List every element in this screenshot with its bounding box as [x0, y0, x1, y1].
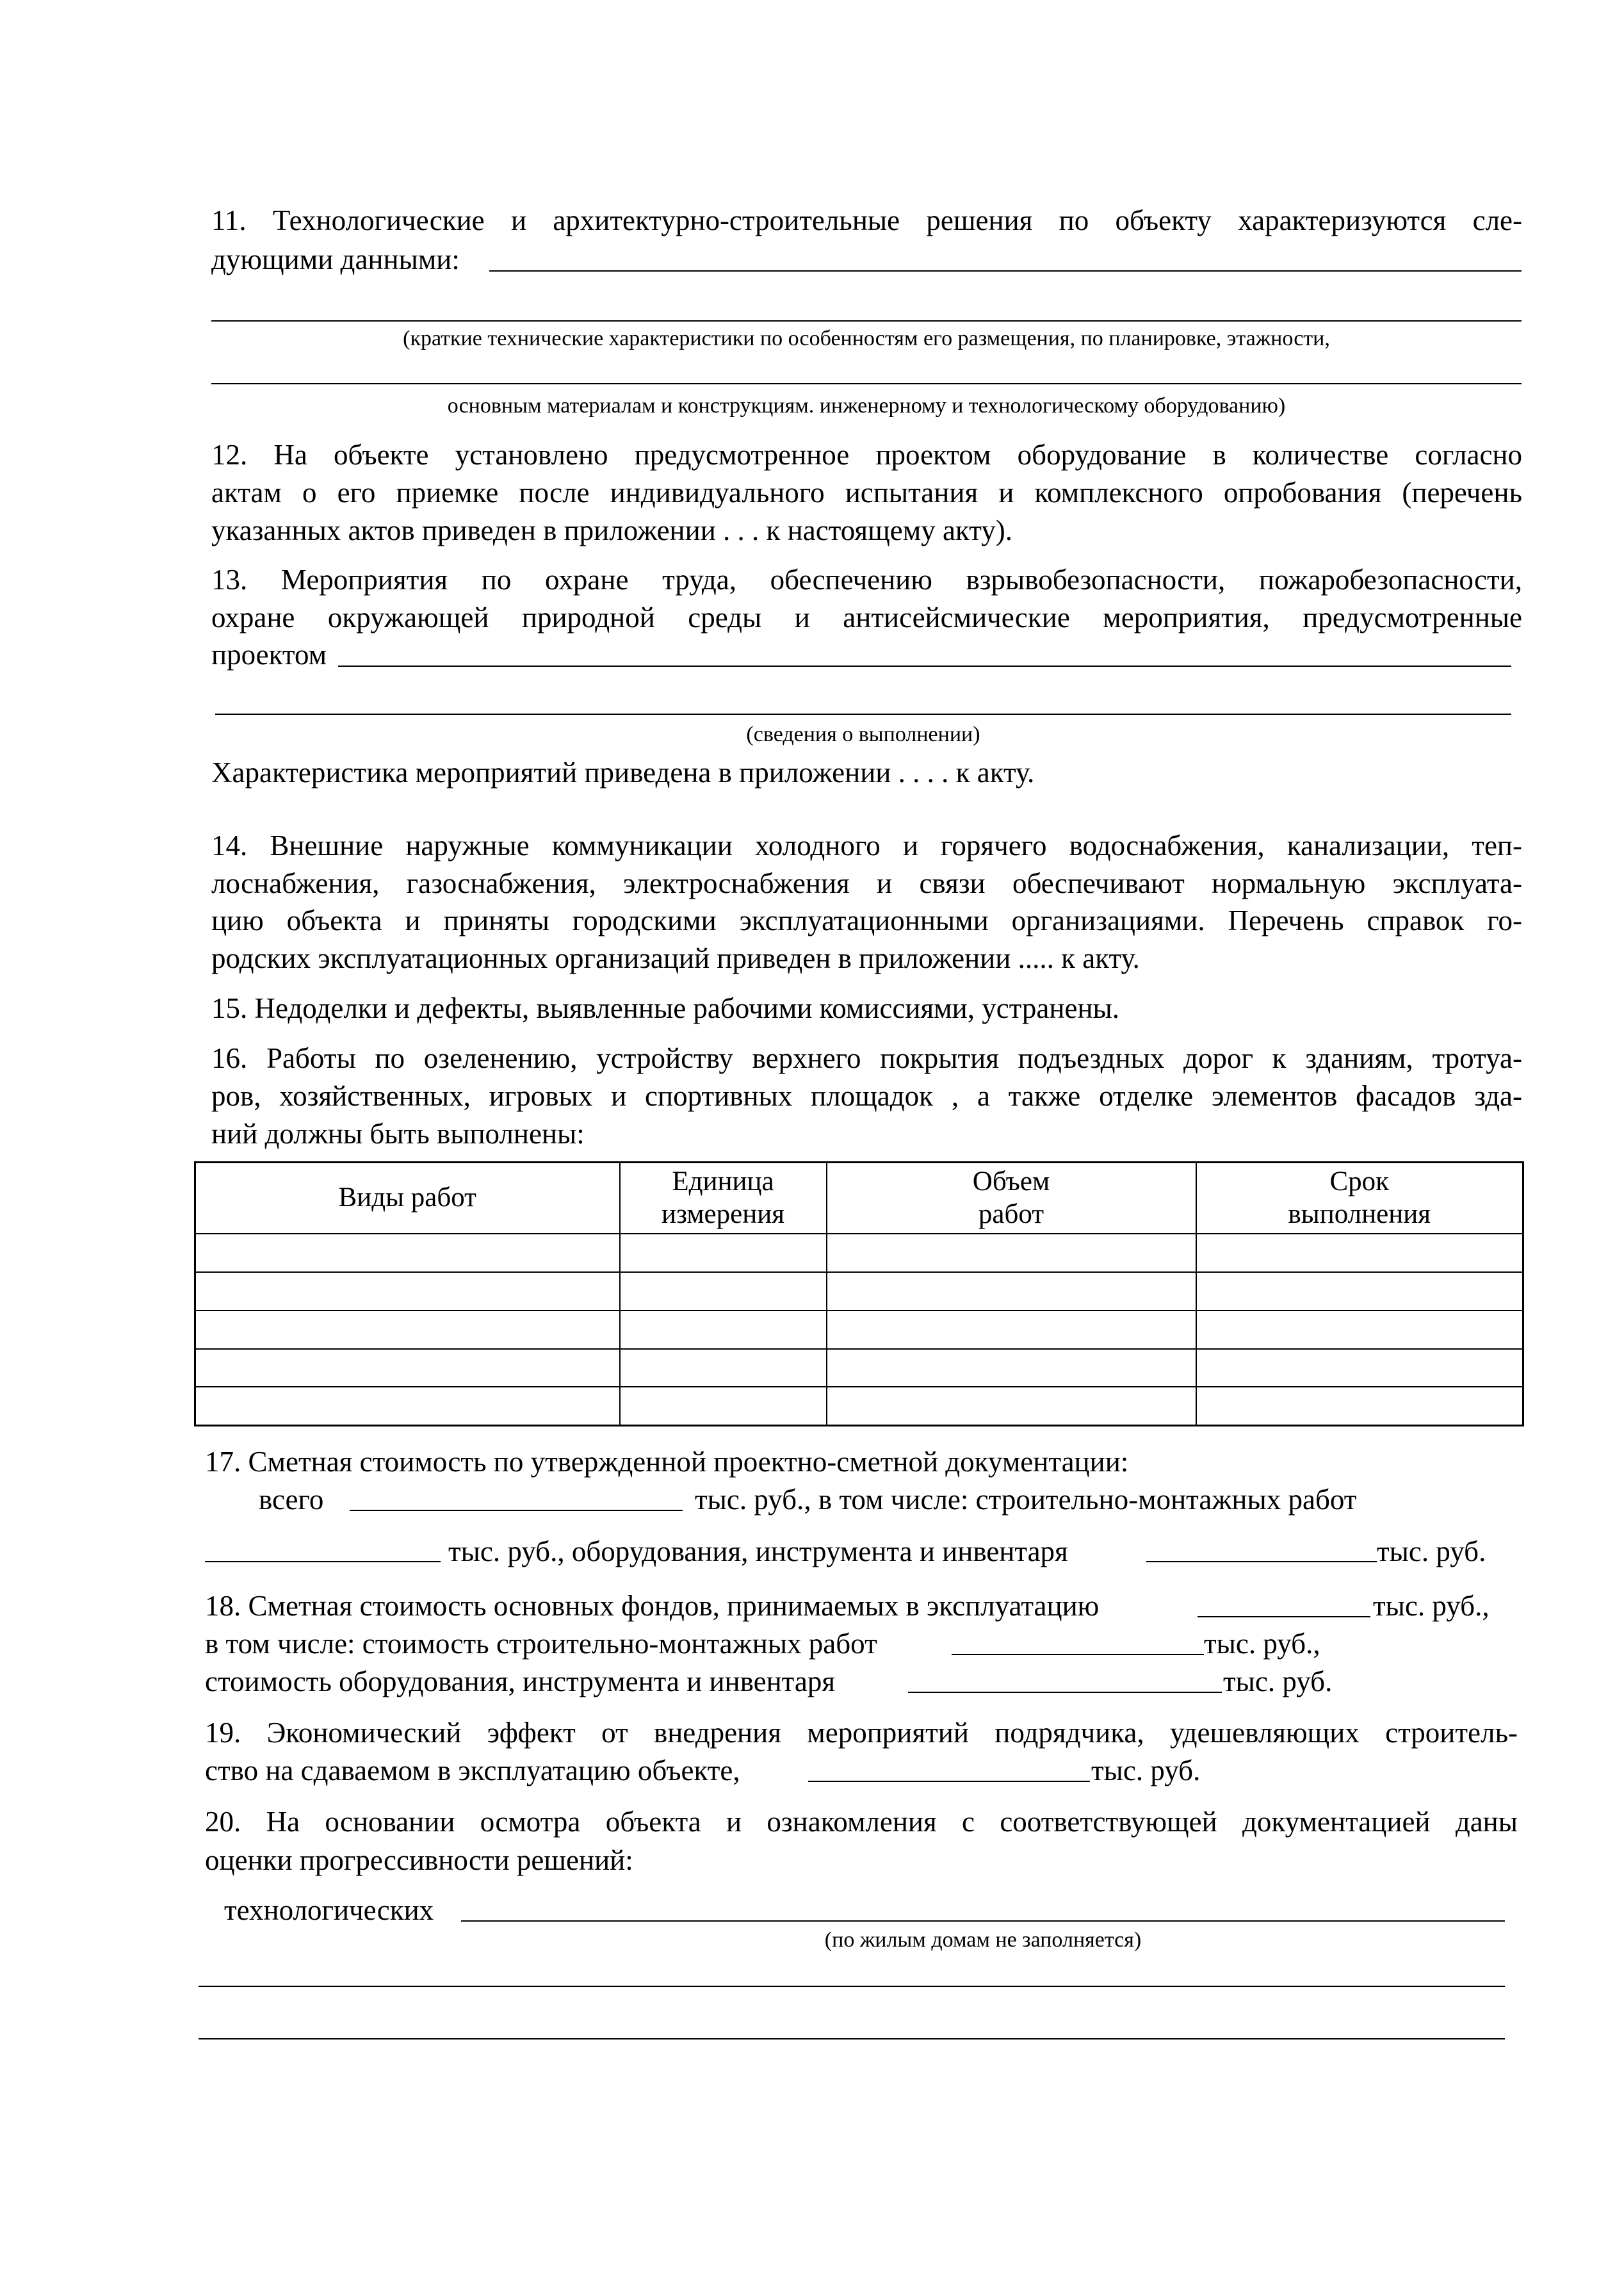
item-16-line-2: ров, хозяйственных, игровых и спортивных площадок , а также отделке элементов фасадов зда-	[211, 1080, 1522, 1112]
item-12-line-3: указанных актов приведен в приложении . . . к настоящему акту).	[211, 514, 1013, 546]
item-17-unit-2: тыс. руб., оборудования, инструмента и инвентаря	[448, 1535, 1068, 1567]
table-cell[interactable]	[827, 1234, 1196, 1272]
table-cell[interactable]	[195, 1311, 620, 1349]
item-17-unit-1: тыс. руб., в том числе: строительно-монтажных работ	[695, 1483, 1357, 1516]
works-table	[194, 1161, 1524, 1426]
item-11-caption-1: (краткие технические характеристики по особенностям его размещения, по планировке, этажности,	[403, 327, 1330, 350]
item-18-unit-3: тыс. руб.	[1223, 1665, 1333, 1697]
item-13-line-3: проектом	[211, 639, 327, 671]
item-16-line-3: ний должны быть выполнены:	[211, 1118, 585, 1150]
item-18-line-2: в том числе: стоимость строительно-монтажных работ	[205, 1628, 877, 1660]
item-14-line-1: 14. Внешние наружные коммуникации холодного и горячего водоснабжения, канализации, теп-	[211, 830, 1522, 862]
table-cell[interactable]	[195, 1234, 620, 1272]
item-16-line-1: 16. Работы по озеленению, устройству верхнего покрытия подъездных дорог к зданиям, тротуа-	[211, 1042, 1522, 1074]
item-17-vsego: всего	[259, 1483, 324, 1516]
table-cell[interactable]	[827, 1349, 1196, 1387]
table-cell[interactable]	[1196, 1272, 1523, 1311]
item-18-fixed-assets-field[interactable]	[1198, 1616, 1370, 1617]
table-cell[interactable]	[620, 1349, 827, 1387]
item-19-line-1: 19. Экономический эффект от внедрения мероприятий подрядчика, удешевляющих строитель-	[205, 1717, 1518, 1749]
table-cell[interactable]	[620, 1272, 827, 1311]
table-row	[195, 1311, 1523, 1349]
item-18-line-3: стоимость оборудования, инструмента и инвентаря	[205, 1665, 836, 1697]
item-20-caption: (по жилым домам не заполняется)	[824, 1928, 1142, 1952]
item-11-fill-line-2[interactable]	[211, 320, 1522, 322]
item-17-line-1: 17. Сметная стоимость по утвержденной проектно-сметной документации:	[205, 1446, 1129, 1478]
item-18-construction-field[interactable]	[952, 1654, 1204, 1655]
item-11-caption-2: основным материалам и конструкциям. инженерному и технологическому оборудованию)	[447, 394, 1286, 418]
item-19-line-2: ство на сдаваемом в эксплуатацию объекте,	[205, 1754, 740, 1786]
item-20-line-2: оценки прогрессивности решений:	[205, 1844, 633, 1876]
item-18-equipment-field[interactable]	[908, 1692, 1222, 1693]
table-cell[interactable]	[1196, 1387, 1523, 1425]
item-14-line-2: лоснабжения, газоснабжения, электроснабжения и связи обеспечивают нормальную эксплуата-	[211, 867, 1522, 899]
table-cell[interactable]	[620, 1387, 827, 1425]
table-cell[interactable]	[1196, 1311, 1523, 1349]
item-17-equipment-field[interactable]	[1146, 1561, 1377, 1562]
item-14-line-3: цию объекта и приняты городскими эксплуатационными организациями. Перечень справок го-	[211, 904, 1522, 936]
item-13-fill-line-2[interactable]	[215, 714, 1511, 715]
item-11-fill-line-3[interactable]	[211, 383, 1522, 384]
header-deadline: Срок выполнения	[1196, 1163, 1523, 1234]
item-11-line-1: 11. Технологические и архитектурно-строительные решения по объекту характеризуются сле-	[211, 204, 1522, 236]
table-cell[interactable]	[1196, 1234, 1523, 1272]
table-row	[195, 1387, 1523, 1425]
item-12-line-2: актам о его приемке после индивидуального испытания и комплексного опробования (перечень	[211, 477, 1522, 509]
item-19-effect-field[interactable]	[808, 1781, 1090, 1782]
item-17-total-field[interactable]	[350, 1510, 683, 1511]
item-19-unit: тыс. руб.	[1091, 1754, 1201, 1786]
table-cell[interactable]	[195, 1272, 620, 1311]
item-13-note: Характеристика мероприятий приведена в приложении . . . . к акту.	[211, 756, 1035, 789]
item-11-fill-line-1[interactable]	[489, 270, 1522, 272]
item-20-tech-label: технологических	[224, 1894, 434, 1926]
item-18-unit-1: тыс. руб.,	[1373, 1590, 1490, 1622]
item-18-unit-2: тыс. руб.,	[1204, 1628, 1320, 1660]
item-17-construction-field[interactable]	[205, 1561, 441, 1562]
header-unit: Единица измерения	[620, 1163, 827, 1234]
works-table-header-row	[195, 1163, 1523, 1234]
table-cell[interactable]	[620, 1234, 827, 1272]
item-18-line-1: 18. Сметная стоимость основных фондов, принимаемых в эксплуатацию	[205, 1590, 1100, 1622]
table-row	[195, 1349, 1523, 1387]
item-20-tech-field[interactable]	[461, 1920, 1505, 1922]
table-cell[interactable]	[827, 1387, 1196, 1425]
item-15-line-1: 15. Недоделки и дефекты, выявленные рабочими комиссиями, устранены.	[211, 992, 1120, 1024]
item-13-caption: (сведения о выполнении)	[746, 723, 980, 746]
table-cell[interactable]	[195, 1349, 620, 1387]
item-13-fill-line-1[interactable]	[338, 666, 1511, 667]
item-20-fill-line-1[interactable]	[199, 1986, 1505, 1987]
table-row	[195, 1272, 1523, 1311]
table-cell[interactable]	[827, 1311, 1196, 1349]
item-13-line-1: 13. Мероприятия по охране труда, обеспечению взрывобезопасности, пожаробезопасности,	[211, 564, 1522, 596]
table-row	[195, 1234, 1523, 1272]
table-cell[interactable]	[827, 1272, 1196, 1311]
item-11-line-2: дующими данными:	[211, 243, 460, 275]
table-cell[interactable]	[195, 1387, 620, 1425]
item-14-line-4: родских эксплуатационных организаций приведен в приложении ..... к акту.	[211, 942, 1140, 974]
item-20-line-1: 20. На основании осмотра объекта и ознакомления с соответствующей документацией даны	[205, 1806, 1518, 1838]
header-volume: Объем работ	[827, 1163, 1196, 1234]
item-12-line-1: 12. На объекте установлено предусмотренное проектом оборудование в количестве согласно	[211, 439, 1522, 471]
item-13-line-2: охране окружающей природной среды и антисейсмические мероприятия, предусмотренные	[211, 601, 1522, 633]
header-work-type: Виды работ	[195, 1163, 620, 1234]
table-cell[interactable]	[620, 1311, 827, 1349]
item-20-fill-line-2[interactable]	[199, 2038, 1505, 2039]
table-cell[interactable]	[1196, 1349, 1523, 1387]
item-17-unit-3: тыс. руб.	[1377, 1535, 1486, 1567]
